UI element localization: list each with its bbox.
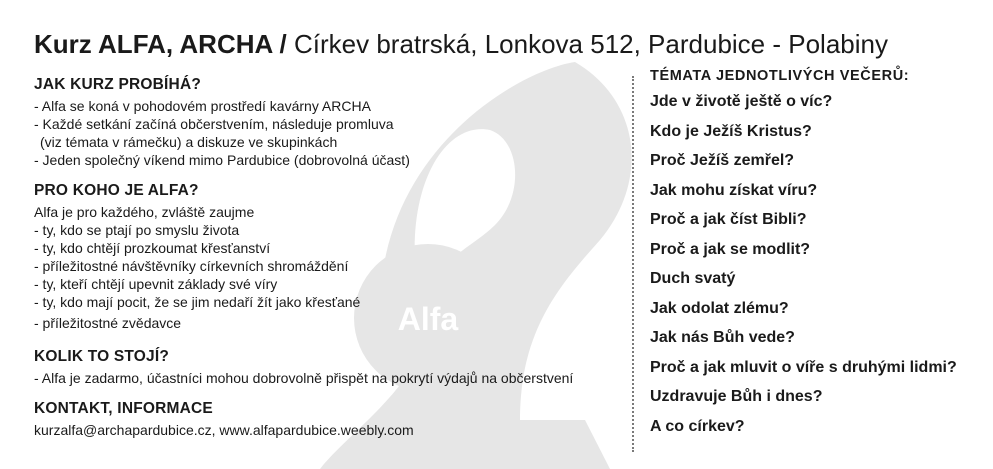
section-cost-title: KOLIK TO STOJÍ? [34,348,170,365]
list-item: - ty, kdo se ptají po smyslu života [34,222,240,238]
section-contact-title: KONTAKT, INFORMACE [34,400,213,417]
topic-item: Jak mohu získat víru? [650,181,818,199]
list-item: - ty, kdo mají pocit, že se jim nedaří žít jako křesťané [34,294,361,310]
list-item: - Alfa se koná v pohodovém prostředí kavárny ARCHA [34,98,371,114]
topics-title: TÉMATA JEDNOTLIVÝCH VEČERŮ: [650,68,910,84]
section-contact-body [34,421,624,439]
topic-item: A co církev? [650,417,745,435]
list-item: Alfa je pro každého, zvláště zaujme [34,204,255,220]
section-cost-body [34,369,624,387]
section-for-whom-title: PRO KOHO JE ALFA? [34,182,199,199]
topic-item: Jde v životě ještě o víc? [650,93,833,110]
topic-item: Uzdravuje Bůh i dnes? [650,388,823,405]
topic-item: Duch svatý [650,270,736,287]
section-how [34,76,624,169]
title-location: Církev bratrská, Lonkova 512, Pardubice - Polabiny [294,29,888,59]
topic-item: Kdo je Ježíš Kristus? [650,122,812,140]
topic-item: Proč a jak číst Bibli? [650,211,807,228]
list-item: - příležitostné návštěvníky církevních shromáždění [34,258,349,274]
list-item: - příležitostné zvědavce [34,315,182,331]
list-item: - Alfa je zadarmo, účastníci mohou dobrovolně přispět na pokrytí výdajů na občerstvení [34,370,574,386]
topic-item: Proč Ježíš zemřel? [650,152,795,169]
topics-column [650,68,980,444]
info-column [34,76,624,439]
list-item: - ty, kteří chtějí upevnit základy své víry [34,276,278,292]
topic-item: Jak nás Bůh vede? [650,329,795,346]
title-course: Kurz ALFA, ARCHA [34,29,273,59]
list-item: - Jeden společný víkend mimo Pardubice (dobrovolná účast) [34,152,410,168]
contact-info: kurzalfa@archapardubice.cz, www.alfapardubice.weebly.com [34,422,414,438]
section-for-whom-body [34,203,624,332]
topic-item: Proč a jak se modlit? [650,240,811,258]
topic-item: Proč a jak mluvit o víře s druhými lidmi? [650,358,957,376]
list-item: - ty, kdo chtějí prozkoumat křesťanství [34,240,271,256]
topic-item: Jak odolat zlému? [650,299,789,317]
column-divider [632,76,634,452]
list-item: (viz témata v rámečku) a diskuze ve skupinkách [40,134,338,150]
section-for-whom [34,182,624,332]
section-how-title: JAK KURZ PROBÍHÁ? [34,76,202,93]
alfa-logo-text: Alfa [397,301,459,337]
title-separator: / [272,29,294,59]
list-item: - Každé setkání začíná občerstvením, následuje promluva [34,116,394,132]
page-title [34,29,888,60]
section-cost [34,348,624,387]
section-how-body [34,97,624,169]
section-contact [34,400,624,439]
